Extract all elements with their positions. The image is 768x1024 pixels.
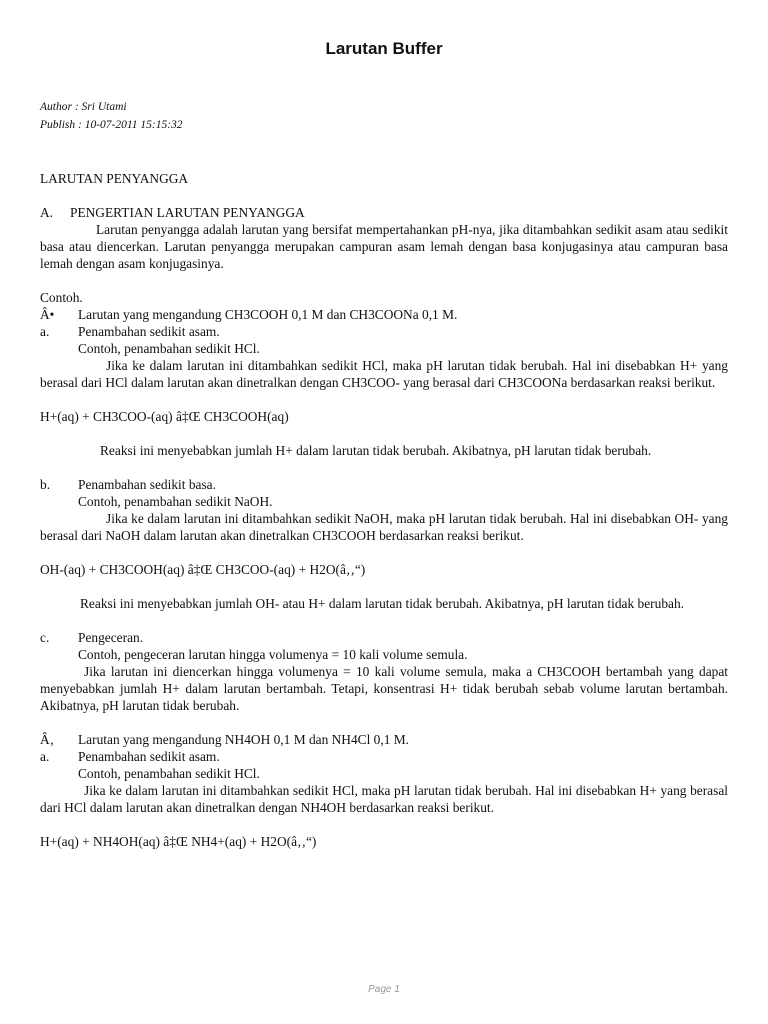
ex2a-title: Penambahan sedikit asam.	[78, 749, 220, 764]
example-1-bullet: Â•	[40, 307, 55, 322]
example-2-bullet: Â‚	[40, 732, 55, 747]
ex2a-mark: a.	[40, 749, 50, 764]
ex1b-result: Reaksi ini menyebabkan jumlah OH- atau H+ dalam larutan tidak berubah. Akibatnya, pH larutan tidak berubah.	[80, 596, 684, 611]
example-2-heading	[40, 731, 728, 748]
section-a-mark: A.	[40, 205, 54, 220]
ex1b-body: Jika ke dalam larutan ini ditambahkan sedikit NaOH, maka pH larutan tidak berubah. Hal ini disebabkan OH- yang berasal dari NaOH dalam larutan akan dinetralkan CH3COOH berdasarkan reaksi berikut.	[40, 511, 728, 543]
ex2a-heading	[40, 748, 728, 765]
section-a-title: PENGERTIAN LARUTAN PENYANGGA	[70, 205, 305, 220]
example-1-text: Larutan yang mengandung CH3COOH 0,1 M dan CH3COONa 0,1 M.	[78, 307, 458, 322]
ex1c-title: Pengeceran.	[78, 630, 144, 645]
ex1c-body: Jika larutan ini diencerkan hingga volumenya = 10 kali volume semula, maka a CH3COOH bertambah yang dapat menyebabkan jumlah H+ dalam larutan bertambah. Tetapi, konsentrasi H+ tidak berubah sebab volume larutan bertambah. Akibatnya, pH larutan tidak berubah.	[40, 664, 728, 713]
ex2a-body: Jika ke dalam larutan ini ditambahkan sedikit HCl, maka pH larutan tidak berubah. Hal ini disebabkan H+ yang berasal dari HCl dalam larutan akan dinetralkan dengan NH4OH berdasarkan reaksi berikut.	[40, 783, 728, 815]
ex1a-equation: H+(aq) + CH3COO-(aq) â‡Œ CH3COOH(aq)	[40, 409, 289, 424]
publish-line: Publish : 10-07-2011 15:15:32	[40, 119, 183, 131]
ex1c-heading	[40, 629, 728, 646]
ex1b-example: Contoh, penambahan sedikit NaOH.	[78, 494, 273, 509]
ex1b-equation: OH-(aq) + CH3COOH(aq) â‡Œ CH3COO-(aq) + H2O(â‚‚“)	[40, 562, 366, 577]
ex1b-title: Penambahan sedikit basa.	[78, 477, 216, 492]
ex1a-example: Contoh, penambahan sedikit HCl.	[78, 341, 260, 356]
ex1a-title: Penambahan sedikit asam.	[78, 324, 220, 339]
ex2a-example: Contoh, penambahan sedikit HCl.	[78, 766, 260, 781]
example-1-heading	[40, 306, 728, 323]
section-a-heading	[40, 204, 728, 221]
ex1c-mark: c.	[40, 630, 50, 645]
contoh-label: Contoh.	[40, 290, 83, 305]
ex1a-mark: a.	[40, 324, 50, 339]
section-heading: LARUTAN PENYANGGA	[40, 171, 189, 186]
ex2a-equation: H+(aq) + NH4OH(aq) â‡Œ NH4+(aq) + H2O(â‚‚“)	[40, 834, 317, 849]
author-line: Author : Sri Utami	[40, 101, 127, 113]
ex1b-heading	[40, 476, 728, 493]
document-title: Larutan Buffer	[325, 39, 443, 58]
page-number: Page 1	[368, 984, 400, 995]
document-body	[40, 170, 728, 850]
definition-paragraph: Larutan penyangga adalah larutan yang bersifat mempertahankan pH-nya, jika ditambahkan sedikit asam atau sedikit basa atau diencerkan. Larutan penyangga merupakan campuran asam lemah dengan basa konjugasinya atau campuran basa lemah dengan asam konjugasinya.	[40, 222, 728, 271]
ex1a-heading	[40, 323, 728, 340]
ex1b-mark: b.	[40, 477, 51, 492]
ex1a-result: Reaksi ini menyebabkan jumlah H+ dalam larutan tidak berubah. Akibatnya, pH larutan tidak berubah.	[100, 443, 652, 458]
ex1a-body: Jika ke dalam larutan ini ditambahkan sedikit HCl, maka pH larutan tidak berubah. Hal ini disebabkan H+ yang berasal dari HCl dalam larutan akan dinetralkan dengan CH3COO- yang berasal dari CH3COONa berdasarkan reaksi berikut.	[40, 358, 728, 390]
ex1c-example: Contoh, pengeceran larutan hingga volumenya = 10 kali volume semula.	[78, 647, 468, 662]
example-2-text: Larutan yang mengandung NH4OH 0,1 M dan NH4Cl 0,1 M.	[78, 732, 409, 747]
